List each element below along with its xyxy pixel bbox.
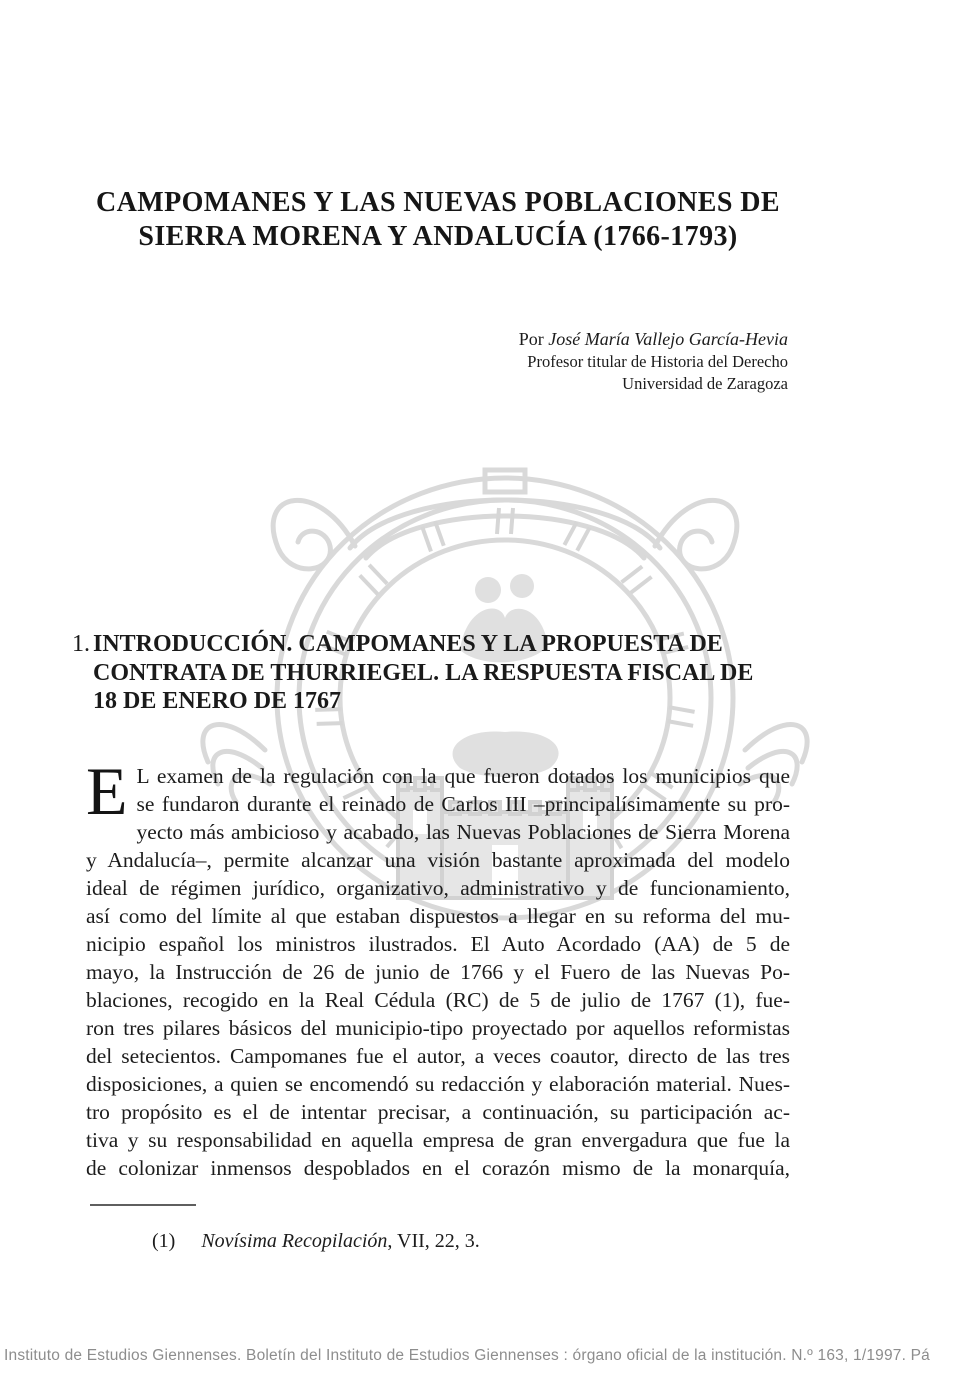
author-name: José María Vallejo García-Hevia (548, 329, 788, 349)
footnote (152, 1230, 480, 1253)
section-heading-line2: CONTRATA DE THURRIEGEL. LA RESPUESTA FISCAL DE (93, 659, 754, 686)
body-line: de colonizar inmensos despoblados en el corazón mismo de la monarquía, (86, 1156, 790, 1180)
body-line: tiva y su responsabilidad en aquella empresa de gran envergadura que fue la (86, 1128, 790, 1152)
body-line: mayo, la Instrucción de 26 de junio de 1766 y el Fuero de las Nuevas Po- (86, 960, 790, 984)
footnote-citation: , VII, 22, 3. (387, 1230, 480, 1252)
section-heading (72, 630, 792, 716)
body-line: nicipio español los ministros ilustrados. El Auto Acordado (AA) de 5 de (86, 932, 790, 956)
footnote-source: Novísima Recopilación (201, 1230, 388, 1252)
body-line: L examen de la regulación con la que fueron dotados los municipios que (136, 764, 790, 788)
body-line: ideal de régimen jurídico, organizativo, administrativo y de funcionamiento, (86, 876, 790, 900)
footnote-rule (90, 1204, 196, 1206)
author-affiliation: Universidad de Zaragoza (622, 374, 788, 393)
body-line: del setecientos. Campomanes fue el autor, a veces coautor, directo de las tres (86, 1044, 790, 1068)
body-line: blaciones, recogido en la Real Cédula (RC) de 5 de julio de 1767 (1), fue- (86, 988, 790, 1012)
body-line: tro propósito es el de intentar precisar, a continuación, su participación ac- (86, 1100, 790, 1124)
article-title (86, 186, 790, 254)
section-heading-line3: 18 DE ENERO DE 1767 (93, 688, 342, 714)
article-title-line1: CAMPOMANES Y LAS NUEVAS POBLACIONES DE (96, 187, 780, 218)
footnote-marker: (1) (152, 1230, 176, 1252)
body-line: así como del límite al que estaban dispuestos a llegar en su reforma del mu- (86, 904, 790, 928)
body-line: yecto más ambicioso y acabado, las Nuevas Poblaciones de Sierra Morena (136, 820, 790, 844)
drop-cap: E (86, 753, 128, 829)
body-line: y Andalucía–, permite alcanzar una visión bastante aproximada del modelo (86, 848, 790, 872)
section-heading-line1: INTRODUCCIÓN. CAMPOMANES Y LA PROPUESTA DE (93, 631, 723, 657)
body-paragraph (86, 753, 790, 1182)
byline-prefix: Por (518, 329, 549, 349)
author-role: Profesor titular de Historia del Derecho (527, 352, 788, 371)
body-line: disposiciones, a quien se encomendó su redacción y elaboración material. Nues- (86, 1072, 790, 1096)
section-number: 1. (72, 631, 90, 657)
body-line: ron tres pilares básicos del municipio-tipo proyectado por aquellos reformistas (86, 1016, 790, 1040)
section-heading-text (93, 630, 792, 716)
library-footer-text: Instituto de Estudios Giennenses. Boletín del Instituto de Estudios Giennenses : órgano oficial de la institución. N.º 163, 1/1997. Pá (4, 1347, 930, 1364)
byline-author (86, 327, 788, 351)
byline (86, 327, 788, 395)
body-line: se fundaron durante el reinado de Carlos III –principalísimamente su pro- (136, 792, 790, 816)
article-title-line2: SIERRA MORENA Y ANDALUCÍA (1766-1793) (138, 221, 738, 252)
